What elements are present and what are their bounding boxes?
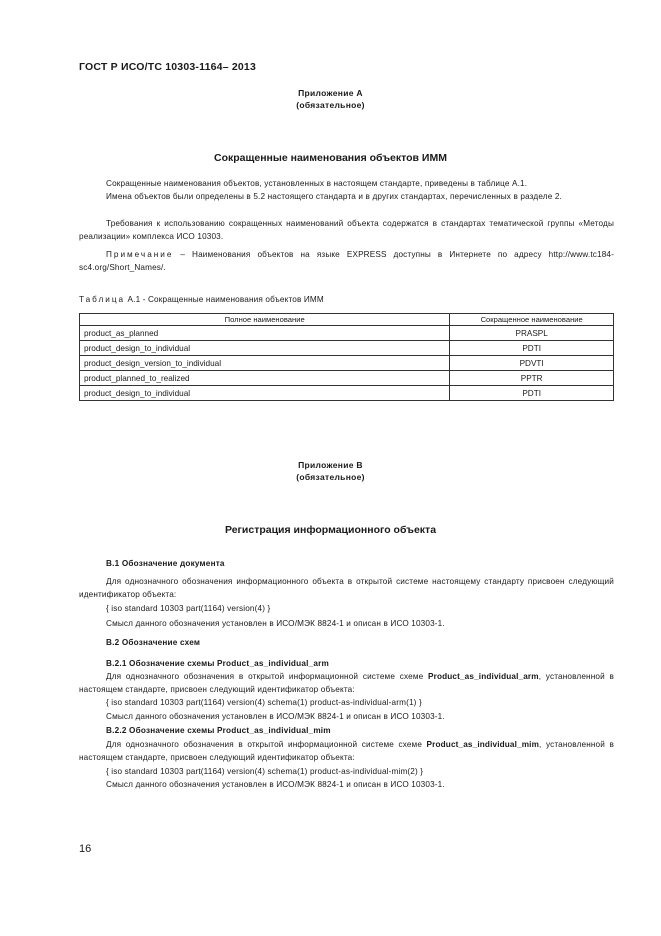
cell-full-name: product_planned_to_realized	[80, 371, 450, 386]
cell-short-name: PDTI	[450, 341, 614, 356]
table-caption-text: А.1 - Сокращенные наименования объектов ИММ	[125, 295, 324, 304]
cell-short-name: PDVTI	[450, 356, 614, 371]
cell-full-name: product_as_planned	[80, 326, 450, 341]
table-row	[80, 386, 614, 401]
table-caption-label: Таблица	[79, 295, 126, 304]
b22-paragraph-start: Для однозначного обозначения в открытой информационной системе схеме	[106, 740, 427, 749]
document-header: ГОСТ Р ИСО/ТС 10303-1164– 2013	[79, 61, 257, 73]
b21-schema-name: Product_as_individual_arm	[428, 672, 539, 681]
section-a-paragraph-1: Сокращенные наименования объектов, установленных в настоящем стандарте, приведены в таблице А.1.	[106, 179, 528, 188]
b1-paragraph: Для однозначного обозначения информационного объекта в открытой системе настоящему стандарту присвоен следующий идентификатор объекта:	[79, 577, 614, 599]
table-row	[80, 356, 614, 371]
appendix-a-title: Приложение А	[298, 88, 363, 98]
note-label: Примечание	[106, 250, 174, 259]
cell-full-name: product_design_to_individual	[80, 386, 450, 401]
cell-short-name: PDTI	[450, 386, 614, 401]
page-number: 16	[79, 843, 92, 855]
section-a-paragraph-2: Имена объектов были определены в 5.2 настоящего стандарта и в других стандартах, перечисленных в разделе 2.	[106, 192, 562, 201]
table-caption	[79, 294, 324, 307]
table-row	[80, 371, 614, 386]
b22-meaning: Смысл данного обозначения установлен в ИСО/МЭК 8824-1 и описан в ИСО 10303-1.	[106, 780, 445, 789]
b21-heading: В.2.1 Обозначение схемы Product_as_individual_arm	[106, 659, 329, 668]
section-a-paragraph-3: Требования к использованию сокращенных наименований объекта содержатся в стандартах тематической группы «Методы реализации» комплекса ИСО 10303.	[79, 219, 614, 241]
cell-full-name: product_design_to_individual	[80, 341, 450, 356]
b21-meaning: Смысл данного обозначения установлен в ИСО/МЭК 8824-1 и описан в ИСО 10303-1.	[106, 712, 445, 721]
appendix-b-status: (обязательное)	[296, 472, 365, 482]
cell-short-name: PPTR	[450, 371, 614, 386]
b22-paragraph-end: , установленной в настоящем стандарте, присвоен следующий идентификатор объекта:	[79, 740, 614, 762]
table-row	[80, 326, 614, 341]
b1-heading: В.1 Обозначение документа	[106, 559, 225, 568]
b1-meaning: Смысл данного обозначения установлен в ИСО/МЭК 8824-1 и описан в ИСО 10303-1.	[106, 619, 445, 628]
b1-identifier: { iso standard 10303 part(1164) version(4) }	[106, 604, 271, 613]
b22-heading: В.2.2 Обозначение схемы Product_as_individual_mim	[106, 726, 331, 735]
b21-paragraph	[79, 671, 614, 696]
table-header-row	[80, 314, 614, 326]
section-a-note	[79, 249, 614, 274]
cell-full-name: product_design_version_to_individual	[80, 356, 450, 371]
note-text: – Наименования объектов на языке EXPRESS доступны в Интернете по адресу http://www.tc184-sc4.org/Short_Names/.	[79, 250, 614, 272]
appendix-a-status: (обязательное)	[296, 100, 365, 110]
cell-short-name: PRASPL	[450, 326, 614, 341]
b22-paragraph	[79, 739, 614, 764]
section-b-heading: Регистрация информационного объекта	[224, 524, 437, 536]
b21-paragraph-end: , установленной в настоящем стандарте, присвоен следующий идентификатор объекта:	[79, 672, 614, 694]
table-row	[80, 341, 614, 356]
b21-paragraph-start: Для однозначного обозначения в открытой информационной системе схеме	[106, 672, 428, 681]
appendix-b-title: Приложение В	[298, 460, 363, 470]
b2-heading: В.2 Обозначение схем	[106, 638, 201, 647]
b22-identifier: { iso standard 10303 part(1164) version(4) schema(1) product-as-individual-mim(2) }	[106, 767, 424, 776]
b21-identifier: { iso standard 10303 part(1164) version(4) schema(1) product-as-individual-arm(1) }	[106, 698, 422, 707]
section-a-heading: Сокращенные наименования объектов ИММ	[214, 152, 447, 164]
b22-schema-name: Product_as_individual_mim	[426, 740, 540, 749]
short-names-table	[79, 313, 614, 401]
column-header-short-name: Сокращенное наименование	[450, 314, 614, 326]
column-header-full-name: Полное наименование	[80, 314, 450, 326]
